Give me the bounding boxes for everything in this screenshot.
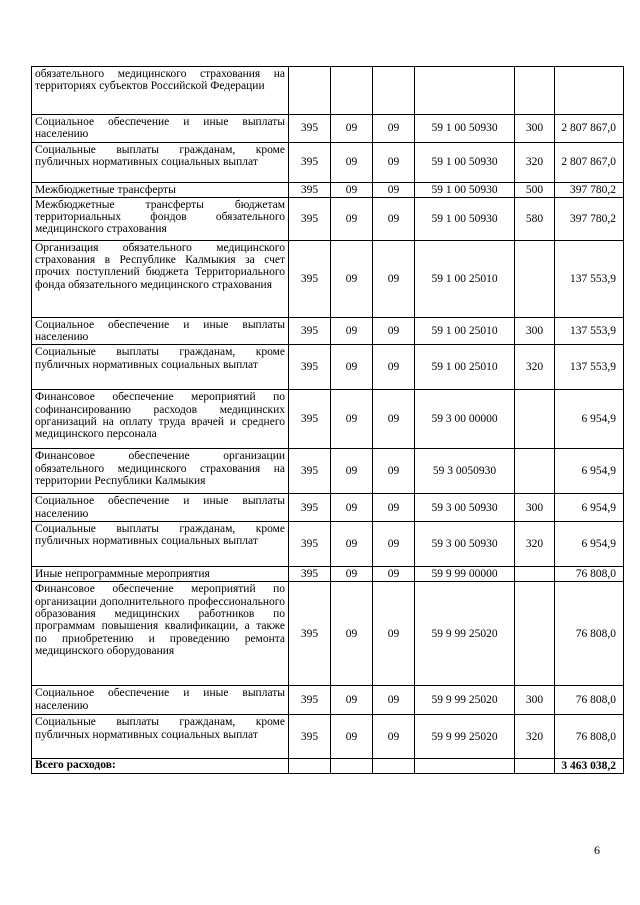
row-gr: 395 <box>289 240 331 317</box>
row-sum <box>555 67 624 115</box>
table-row <box>32 449 624 494</box>
row-pr: 09 <box>373 449 415 494</box>
row-rz: 09 <box>331 715 373 759</box>
row-vr <box>515 449 555 494</box>
row-csr: 59 3 00 00000 <box>415 390 515 449</box>
row-gr: 395 <box>289 317 331 345</box>
table-row <box>32 142 624 182</box>
row-sum: 397 780,2 <box>555 182 624 197</box>
row-csr: 59 9 99 25020 <box>415 715 515 759</box>
row-sum: 6 954,9 <box>555 449 624 494</box>
row-name: Финансовое обеспечение мероприятий по софинансированию расходов медицинских организаций на оплату труда врачей и среднего медицинского персонала <box>32 390 289 449</box>
total-sum: 3 463 038,2 <box>555 759 624 774</box>
row-rz: 09 <box>331 449 373 494</box>
table-row <box>32 494 624 522</box>
row-pr: 09 <box>373 345 415 390</box>
expenditure-table <box>31 66 624 774</box>
row-rz: 09 <box>331 182 373 197</box>
row-csr: 59 1 00 25010 <box>415 317 515 345</box>
row-name: Финансовое обеспечение мероприятий по организации дополнительного профессионального образования медицинских работников по программам повышения квалификации, а также по приобретению и проведению ремонта медицинского оборудования <box>32 582 289 686</box>
row-rz: 09 <box>331 522 373 567</box>
row-rz: 09 <box>331 390 373 449</box>
table-body <box>32 67 624 759</box>
table-row <box>32 317 624 345</box>
row-name: Социальное обеспечение и иные выплаты населению <box>32 686 289 715</box>
row-rz: 09 <box>331 494 373 522</box>
row-rz: 09 <box>331 197 373 240</box>
row-sum: 6 954,9 <box>555 494 624 522</box>
row-sum: 6 954,9 <box>555 522 624 567</box>
row-gr: 395 <box>289 494 331 522</box>
row-pr: 09 <box>373 715 415 759</box>
table-row <box>32 345 624 390</box>
table-row <box>32 182 624 197</box>
total-row <box>32 759 624 774</box>
table-row <box>32 686 624 715</box>
row-pr: 09 <box>373 522 415 567</box>
row-vr: 300 <box>515 494 555 522</box>
table-row <box>32 582 624 686</box>
row-csr: 59 1 00 50930 <box>415 197 515 240</box>
total-label: Всего расходов: <box>32 759 289 774</box>
row-csr: 59 3 0050930 <box>415 449 515 494</box>
table-row <box>32 115 624 143</box>
row-gr <box>289 67 331 115</box>
row-vr: 580 <box>515 197 555 240</box>
table-row <box>32 567 624 582</box>
row-vr: 320 <box>515 522 555 567</box>
row-sum: 76 808,0 <box>555 567 624 582</box>
row-name: Социальные выплаты гражданам, кроме публичных нормативных социальных выплат <box>32 715 289 759</box>
row-csr: 59 1 00 50930 <box>415 182 515 197</box>
row-gr: 395 <box>289 390 331 449</box>
row-vr <box>515 67 555 115</box>
row-csr: 59 9 99 25020 <box>415 686 515 715</box>
table-row <box>32 715 624 759</box>
row-csr: 59 1 00 50930 <box>415 142 515 182</box>
row-gr: 395 <box>289 522 331 567</box>
row-rz: 09 <box>331 115 373 143</box>
row-pr: 09 <box>373 317 415 345</box>
row-pr <box>373 67 415 115</box>
row-rz: 09 <box>331 142 373 182</box>
row-name: Социальное обеспечение и иные выплаты населению <box>32 317 289 345</box>
row-sum: 76 808,0 <box>555 582 624 686</box>
row-gr: 395 <box>289 182 331 197</box>
row-vr: 320 <box>515 142 555 182</box>
row-vr: 300 <box>515 317 555 345</box>
row-pr: 09 <box>373 582 415 686</box>
row-name: Межбюджетные трансферты бюджетам территориальных фондов обязательного медицинского страхования <box>32 197 289 240</box>
row-rz: 09 <box>331 317 373 345</box>
row-gr: 395 <box>289 115 331 143</box>
row-name: Социальные выплаты гражданам, кроме публичных нормативных социальных выплат <box>32 142 289 182</box>
row-pr: 09 <box>373 240 415 317</box>
row-sum: 76 808,0 <box>555 686 624 715</box>
table-row <box>32 522 624 567</box>
row-name: Межбюджетные трансферты <box>32 182 289 197</box>
row-vr: 300 <box>515 115 555 143</box>
row-pr: 09 <box>373 197 415 240</box>
row-pr: 09 <box>373 182 415 197</box>
row-sum: 2 807 867,0 <box>555 115 624 143</box>
row-gr: 395 <box>289 686 331 715</box>
row-vr <box>515 567 555 582</box>
row-csr: 59 1 00 25010 <box>415 240 515 317</box>
row-rz <box>331 67 373 115</box>
row-vr: 300 <box>515 686 555 715</box>
row-pr: 09 <box>373 142 415 182</box>
row-rz: 09 <box>331 567 373 582</box>
row-pr: 09 <box>373 115 415 143</box>
row-rz: 09 <box>331 582 373 686</box>
row-vr: 320 <box>515 345 555 390</box>
table-row <box>32 197 624 240</box>
row-name: Социальные выплаты гражданам, кроме публичных нормативных социальных выплат <box>32 345 289 390</box>
row-gr: 395 <box>289 449 331 494</box>
row-gr: 395 <box>289 197 331 240</box>
table-row <box>32 390 624 449</box>
row-gr: 395 <box>289 567 331 582</box>
page-number: 6 <box>594 843 600 857</box>
table-row <box>32 67 624 115</box>
row-gr: 395 <box>289 715 331 759</box>
row-gr: 395 <box>289 345 331 390</box>
row-rz: 09 <box>331 240 373 317</box>
row-name: Социальные выплаты гражданам, кроме публичных нормативных социальных выплат <box>32 522 289 567</box>
row-name: Социальное обеспечение и иные выплаты населению <box>32 494 289 522</box>
row-sum: 137 553,9 <box>555 345 624 390</box>
row-name: Социальное обеспечение и иные выплаты населению <box>32 115 289 143</box>
row-rz: 09 <box>331 686 373 715</box>
row-vr <box>515 240 555 317</box>
row-name: Иные непрограммные мероприятия <box>32 567 289 582</box>
row-vr <box>515 582 555 686</box>
row-csr <box>415 67 515 115</box>
row-name: Финансовое обеспечение организации обязательного медицинского страхования на территории Республики Калмыкия <box>32 449 289 494</box>
row-csr: 59 1 00 50930 <box>415 115 515 143</box>
row-vr <box>515 390 555 449</box>
row-gr: 395 <box>289 142 331 182</box>
row-sum: 2 807 867,0 <box>555 142 624 182</box>
row-pr: 09 <box>373 494 415 522</box>
row-gr: 395 <box>289 582 331 686</box>
row-csr: 59 9 99 25020 <box>415 582 515 686</box>
row-pr: 09 <box>373 390 415 449</box>
row-csr: 59 9 99 00000 <box>415 567 515 582</box>
row-csr: 59 3 00 50930 <box>415 522 515 567</box>
row-sum: 137 553,9 <box>555 317 624 345</box>
row-vr: 320 <box>515 715 555 759</box>
row-pr: 09 <box>373 686 415 715</box>
row-sum: 397 780,2 <box>555 197 624 240</box>
row-vr: 500 <box>515 182 555 197</box>
row-csr: 59 1 00 25010 <box>415 345 515 390</box>
row-sum: 6 954,9 <box>555 390 624 449</box>
row-csr: 59 3 00 50930 <box>415 494 515 522</box>
row-sum: 137 553,9 <box>555 240 624 317</box>
table-row <box>32 240 624 317</box>
row-sum: 76 808,0 <box>555 715 624 759</box>
row-rz: 09 <box>331 345 373 390</box>
row-pr: 09 <box>373 567 415 582</box>
row-name: обязательного медицинского страхования на территориях субъектов Российской Федерации <box>32 67 289 115</box>
row-name: Организация обязательного медицинского страхования в Республике Калмыкия за счет прочих поступлений бюджета Территориального фонда обязательного медицинского страхования <box>32 240 289 317</box>
